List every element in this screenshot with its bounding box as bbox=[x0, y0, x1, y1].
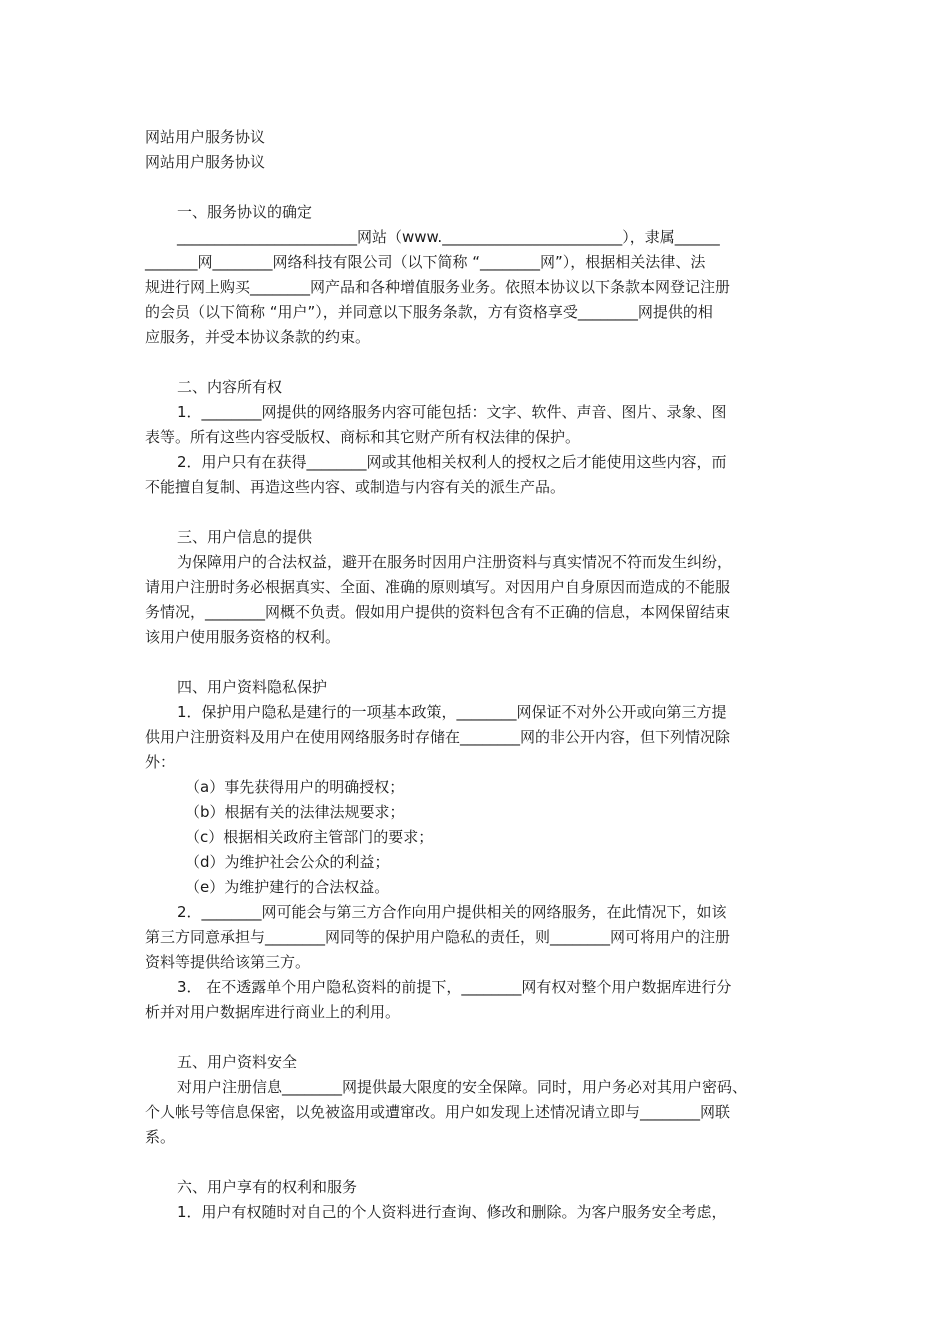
spacer bbox=[145, 1150, 815, 1175]
list-item: （b）根据有关的法律法规要求； bbox=[185, 803, 405, 821]
spacer bbox=[145, 650, 815, 675]
paragraph-line: 务情况，________网概不负责。假如用户提供的资料包含有不正确的信息，本网保留结束 bbox=[145, 603, 731, 621]
list-item: （a）事先获得用户的明确授权； bbox=[185, 778, 405, 796]
paragraph-line: 析并对用户数据库进行商业上的利用。 bbox=[145, 1003, 401, 1021]
paragraph-line: 的会员（以下简称 “用户”），并同意以下服务条款，方有资格享受________网提供的相 bbox=[145, 303, 713, 321]
paragraph-line: 表等。所有这些内容受版权、商标和其它财产所有权法律的保护。 bbox=[145, 428, 581, 446]
document-subtitle: 网站用户服务协议 bbox=[145, 153, 266, 171]
document-title: 网站用户服务协议 bbox=[145, 128, 266, 146]
section-heading: 一、服务协议的确定 bbox=[177, 203, 313, 221]
paragraph-line: 不能擅自复制、再造这些内容、或制造与内容有关的派生产品。 bbox=[145, 478, 566, 496]
section-heading: 二、内容所有权 bbox=[177, 378, 283, 396]
section-heading: 三、用户信息的提供 bbox=[177, 528, 313, 546]
spacer bbox=[145, 350, 815, 375]
paragraph-line: 2．________网可能会与第三方合作向用户提供相关的网络服务，在此情况下，如该 bbox=[177, 903, 727, 921]
paragraph-line: 个人帐号等信息保密，以免被盗用或遭窜改。用户如发现上述情况请立即与________网联 bbox=[145, 1103, 731, 1121]
paragraph-line: 请用户注册时务必根据真实、全面、准确的原则填写。对因用户自身原因而造成的不能服 bbox=[145, 578, 731, 596]
spacer bbox=[145, 175, 815, 200]
spacer bbox=[145, 1025, 815, 1050]
paragraph-line: 3． 在不透露单个用户隐私资料的前提下，________网有权对整个用户数据库进行分 bbox=[177, 978, 732, 996]
paragraph-line: 1．用户有权随时对自己的个人资料进行查询、修改和删除。为客户服务安全考虑， bbox=[177, 1203, 727, 1221]
paragraph-line: 该用户使用服务资格的权利。 bbox=[145, 628, 341, 646]
paragraph-line: 2．用户只有在获得________网或其他相关权利人的授权之后才能使用这些内容，而 bbox=[177, 453, 727, 471]
document-page bbox=[145, 125, 815, 1225]
paragraph-line: 为保障用户的合法权益，避开在服务时因用户注册资料与真实情况不符而发生纠纷， bbox=[177, 553, 733, 571]
paragraph-line: 1．________网提供的网络服务内容可能包括：文字、软件、声音、图片、录象、图 bbox=[177, 403, 727, 421]
section-heading: 五、用户资料安全 bbox=[177, 1053, 298, 1071]
list-item: （c）根据相关政府主管部门的要求； bbox=[185, 828, 434, 846]
paragraph-line: 应服务，并受本协议条款的约束。 bbox=[145, 328, 371, 346]
list-item: （e）为维护建行的合法权益。 bbox=[185, 878, 390, 896]
paragraph-line: 系。 bbox=[145, 1128, 176, 1146]
paragraph-line: 对用户注册信息________网提供最大限度的安全保障。同时，用户务必对其用户密码、 bbox=[177, 1078, 748, 1096]
paragraph-line: 供用户注册资料及用户在使用网络服务时存储在________网的非公开内容，但下列情况除 bbox=[145, 728, 731, 746]
paragraph-line: 规进行网上购买________网产品和各种增值服务业务。依照本协议以下条款本网登记注册 bbox=[145, 278, 731, 296]
paragraph-line: ________________________网站（www.________________________），隶属______ bbox=[177, 228, 720, 246]
paragraph-line: 资料等提供给该第三方。 bbox=[145, 953, 311, 971]
section-heading: 四、用户资料隐私保护 bbox=[177, 678, 328, 696]
paragraph-line: 第三方同意承担与________网同等的保护用户隐私的责任，则________网可将用户的注册 bbox=[145, 928, 731, 946]
paragraph-line: _______网________网络科技有限公司（以下简称 “________网”），根据相关法律、法 bbox=[145, 253, 706, 271]
section-heading: 六、用户享有的权利和服务 bbox=[177, 1178, 358, 1196]
spacer bbox=[145, 500, 815, 525]
paragraph-line: 1．保护用户隐私是建行的一项基本政策，________网保证不对外公开或向第三方提 bbox=[177, 703, 727, 721]
paragraph-line: 外： bbox=[145, 753, 176, 771]
list-item: （d）为维护社会公众的利益； bbox=[185, 853, 390, 871]
